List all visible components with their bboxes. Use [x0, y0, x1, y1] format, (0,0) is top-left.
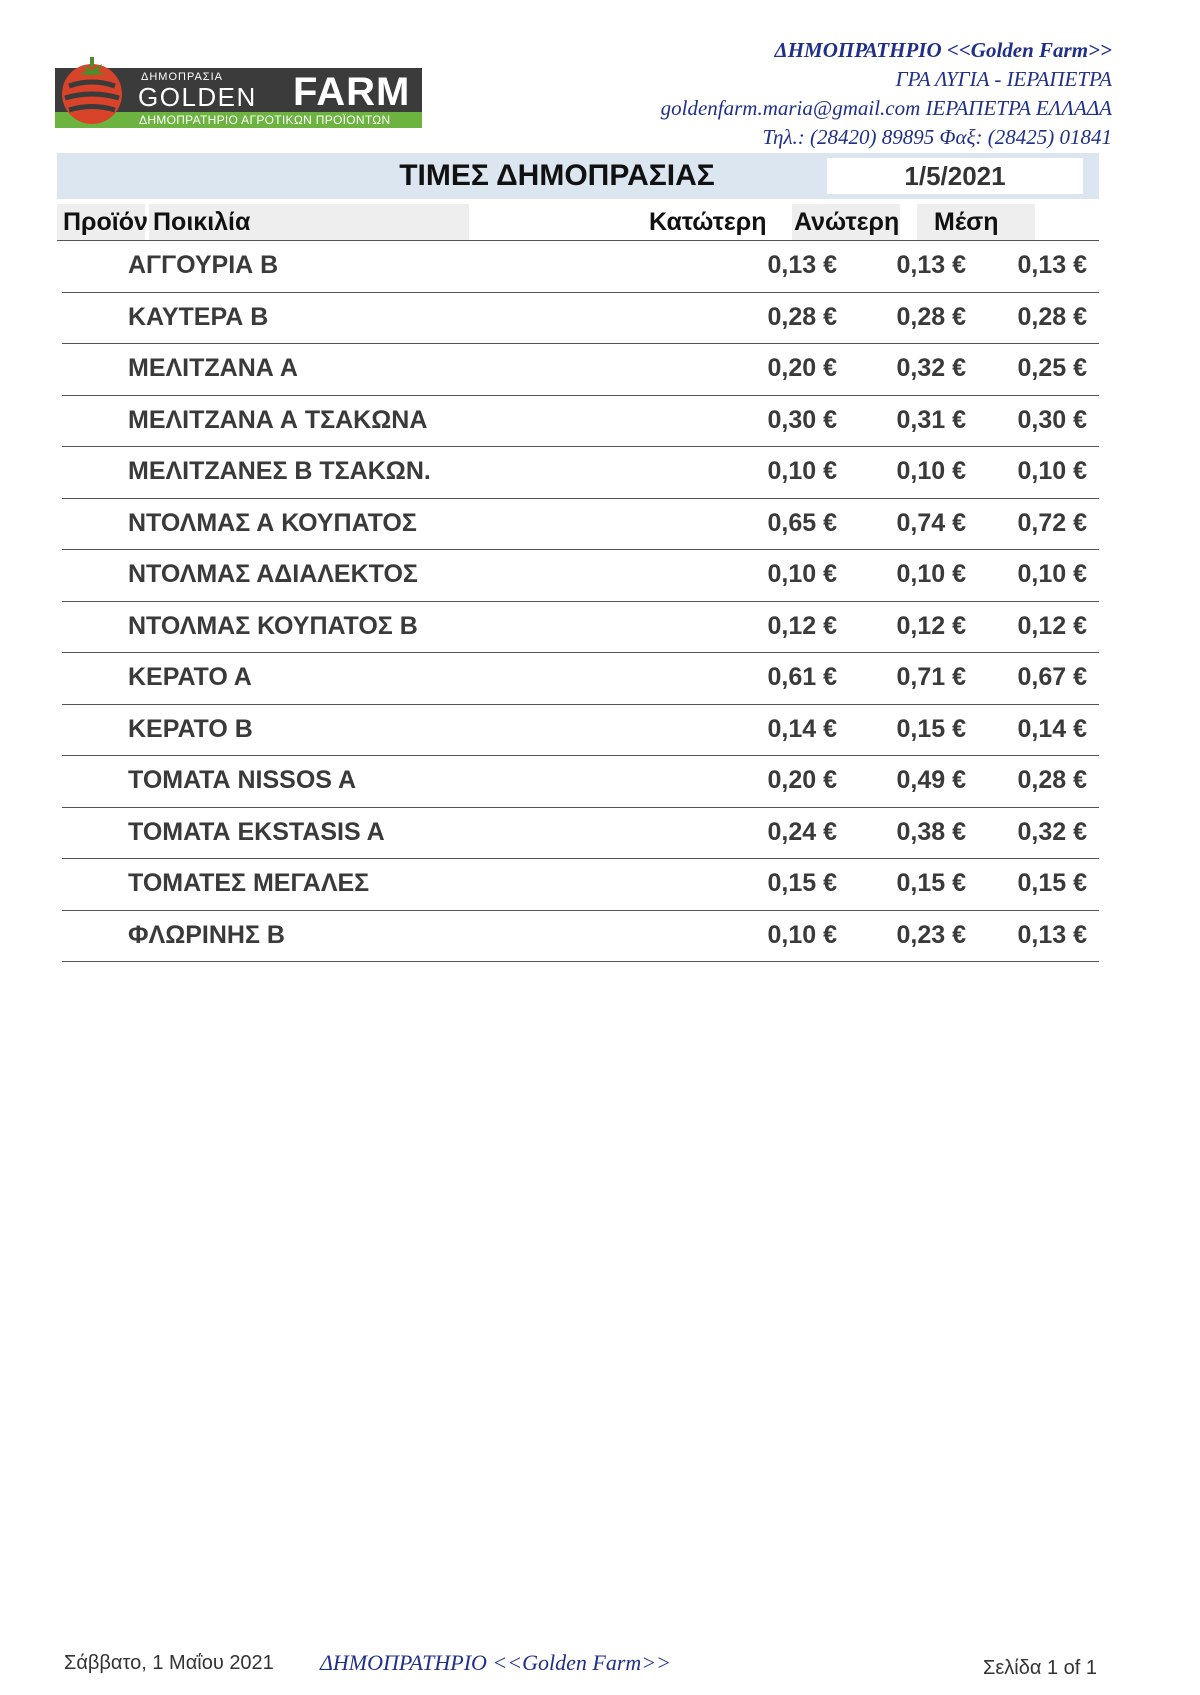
- price-high: 0,23 €: [896, 920, 966, 949]
- table-row: [62, 241, 1099, 293]
- product-name: ΜΕΛΙΤΖΑΝΑ Α: [128, 354, 298, 382]
- price-high: 0,15 €: [896, 869, 966, 897]
- price-high: 0,71 €: [896, 663, 966, 691]
- price-low: 0,20 €: [767, 766, 837, 794]
- product-name: ΜΕΛΙΤΖΑΝΕΣ Β ΤΣΑΚΩΝ.: [128, 457, 431, 485]
- price-high: 0,38 €: [896, 817, 966, 846]
- price-high: 0,28 €: [896, 302, 966, 331]
- table-row: [62, 293, 1099, 345]
- product-name: ΝΤΟΛΜΑΣ ΑΔΙΑΛΕΚΤΟΣ: [128, 560, 418, 588]
- product-name: ΦΛΩΡΙΝΗΣ Β: [128, 920, 285, 949]
- price-avg: 0,30 €: [1017, 405, 1087, 434]
- table-row: [62, 499, 1099, 551]
- price-high: 0,49 €: [896, 766, 966, 794]
- table-row: [62, 859, 1099, 911]
- footer-date: Σάββατο, 1 Μαΐου 2021: [64, 1652, 274, 1674]
- price-high: 0,12 €: [896, 611, 966, 640]
- company-email: goldenfarm.maria@gmail.com ΙΕΡΑΠΕΤΡΑ ΕΛΛΑΔΑ: [660, 96, 1112, 120]
- price-avg: 0,25 €: [1017, 354, 1087, 382]
- table-row: [62, 653, 1099, 705]
- product-name: ΝΤΟΛΜΑΣ Α ΚΟΥΠΑΤΟΣ: [128, 508, 417, 537]
- page-title: ΤΙΜΕΣ ΔΗΜΟΠΡΑΣΙΑΣ: [399, 159, 715, 192]
- tomato-icon: [57, 56, 127, 126]
- footer-company-name: ΔΗΜΟΠΡΑΤΗΡΙΟ <<Golden Farm>>: [320, 1650, 671, 1675]
- price-avg: 0,10 €: [1017, 457, 1087, 485]
- footer-page-number: Σελίδα 1 of 1: [982, 1657, 1097, 1679]
- auction-date: 1/5/2021: [827, 158, 1083, 194]
- product-name: ΝΤΟΛΜΑΣ ΚΟΥΠΑΤΟΣ Β: [128, 611, 418, 640]
- golden-farm-logo: [55, 50, 425, 130]
- product-name: ΑΓΓΟΥΡΙΑ Β: [128, 251, 279, 279]
- logo-small-text: ΔΗΜΟΠΡΑΣΙΑ: [141, 71, 224, 83]
- price-high: 0,13 €: [896, 251, 966, 279]
- price-low: 0,28 €: [767, 302, 837, 331]
- price-high: 0,15 €: [896, 714, 966, 743]
- header-product: Προϊόν: [63, 208, 148, 236]
- table-row: [62, 911, 1099, 963]
- table-row: [62, 344, 1099, 396]
- contact-block: [661, 36, 1112, 152]
- price-avg: 0,72 €: [1017, 508, 1087, 537]
- product-name: ΚΑΥΤΕΡΑ Β: [128, 302, 269, 331]
- price-low: 0,15 €: [767, 869, 837, 897]
- product-name: ΚΕΡΑΤΟ Α: [128, 663, 252, 691]
- price-avg: 0,13 €: [1017, 920, 1087, 949]
- price-low: 0,10 €: [767, 457, 837, 485]
- price-low: 0,24 €: [767, 817, 837, 846]
- price-high: 0,10 €: [896, 457, 966, 485]
- price-avg: 0,10 €: [1017, 560, 1087, 588]
- price-low: 0,20 €: [767, 354, 837, 382]
- price-avg: 0,14 €: [1017, 714, 1087, 743]
- price-low: 0,61 €: [767, 663, 837, 691]
- price-low: 0,10 €: [767, 920, 837, 949]
- price-low: 0,12 €: [767, 611, 837, 640]
- product-name: ΤΟΜΑΤΕΣ ΜΕΓΑΛΕΣ: [128, 869, 370, 897]
- header-avg: Μέση: [934, 208, 999, 236]
- table-row: [62, 602, 1099, 654]
- price-avg: 0,28 €: [1017, 766, 1087, 794]
- table-row: [62, 808, 1099, 860]
- company-phone: Τηλ.: (28420) 89895 Φαξ: (28425) 01841: [762, 125, 1112, 149]
- table-row: [62, 396, 1099, 448]
- price-low: 0,65 €: [767, 508, 837, 537]
- price-high: 0,74 €: [896, 508, 966, 537]
- price-table: [62, 241, 1099, 962]
- price-low: 0,13 €: [767, 251, 837, 279]
- title-bar: [57, 153, 1099, 199]
- price-high: 0,10 €: [896, 560, 966, 588]
- company-name: ΔΗΜΟΠΡΑΤΗΡΙΟ <<Golden Farm>>: [774, 38, 1112, 62]
- table-row: [62, 447, 1099, 499]
- company-address: ΓΡΑ ΛΥΓΙΑ - ΙΕΡΑΠΕΤΡΑ: [895, 67, 1112, 91]
- logo-golden-text: GOLDEN: [138, 82, 257, 112]
- product-name: ΤΟΜΑΤΑ EKSTASIS A: [128, 817, 385, 846]
- price-high: 0,32 €: [896, 354, 966, 382]
- table-row: [62, 550, 1099, 602]
- table-row: [62, 756, 1099, 808]
- header-high: Ανώτερη: [794, 208, 900, 236]
- product-name: ΚΕΡΑΤΟ Β: [128, 714, 253, 743]
- table-row: [62, 705, 1099, 757]
- price-avg: 0,15 €: [1017, 869, 1087, 897]
- price-low: 0,10 €: [767, 560, 837, 588]
- price-avg: 0,32 €: [1017, 817, 1087, 846]
- product-name: ΤΟΜΑΤΑ NISSOS A: [128, 766, 357, 794]
- header-variety: Ποικιλία: [153, 208, 251, 236]
- price-avg: 0,13 €: [1017, 251, 1087, 279]
- price-avg: 0,28 €: [1017, 302, 1087, 331]
- price-low: 0,14 €: [767, 714, 837, 743]
- logo-farm-text: FARM: [293, 70, 411, 114]
- table-header: [57, 204, 1109, 240]
- header-low: Κατώτερη: [649, 208, 767, 236]
- logo-subtitle: ΔΗΜΟΠΡΑΤΗΡΙΟ ΑΓΡΟΤΙΚΩΝ ΠΡΟΪΟΝΤΩΝ: [139, 113, 391, 127]
- price-avg: 0,67 €: [1017, 663, 1087, 691]
- price-avg: 0,12 €: [1017, 611, 1087, 640]
- product-name: ΜΕΛΙΤΖΑΝΑ Α ΤΣΑΚΩΝΑ: [128, 405, 428, 434]
- price-low: 0,30 €: [767, 405, 837, 434]
- price-high: 0,31 €: [896, 405, 966, 434]
